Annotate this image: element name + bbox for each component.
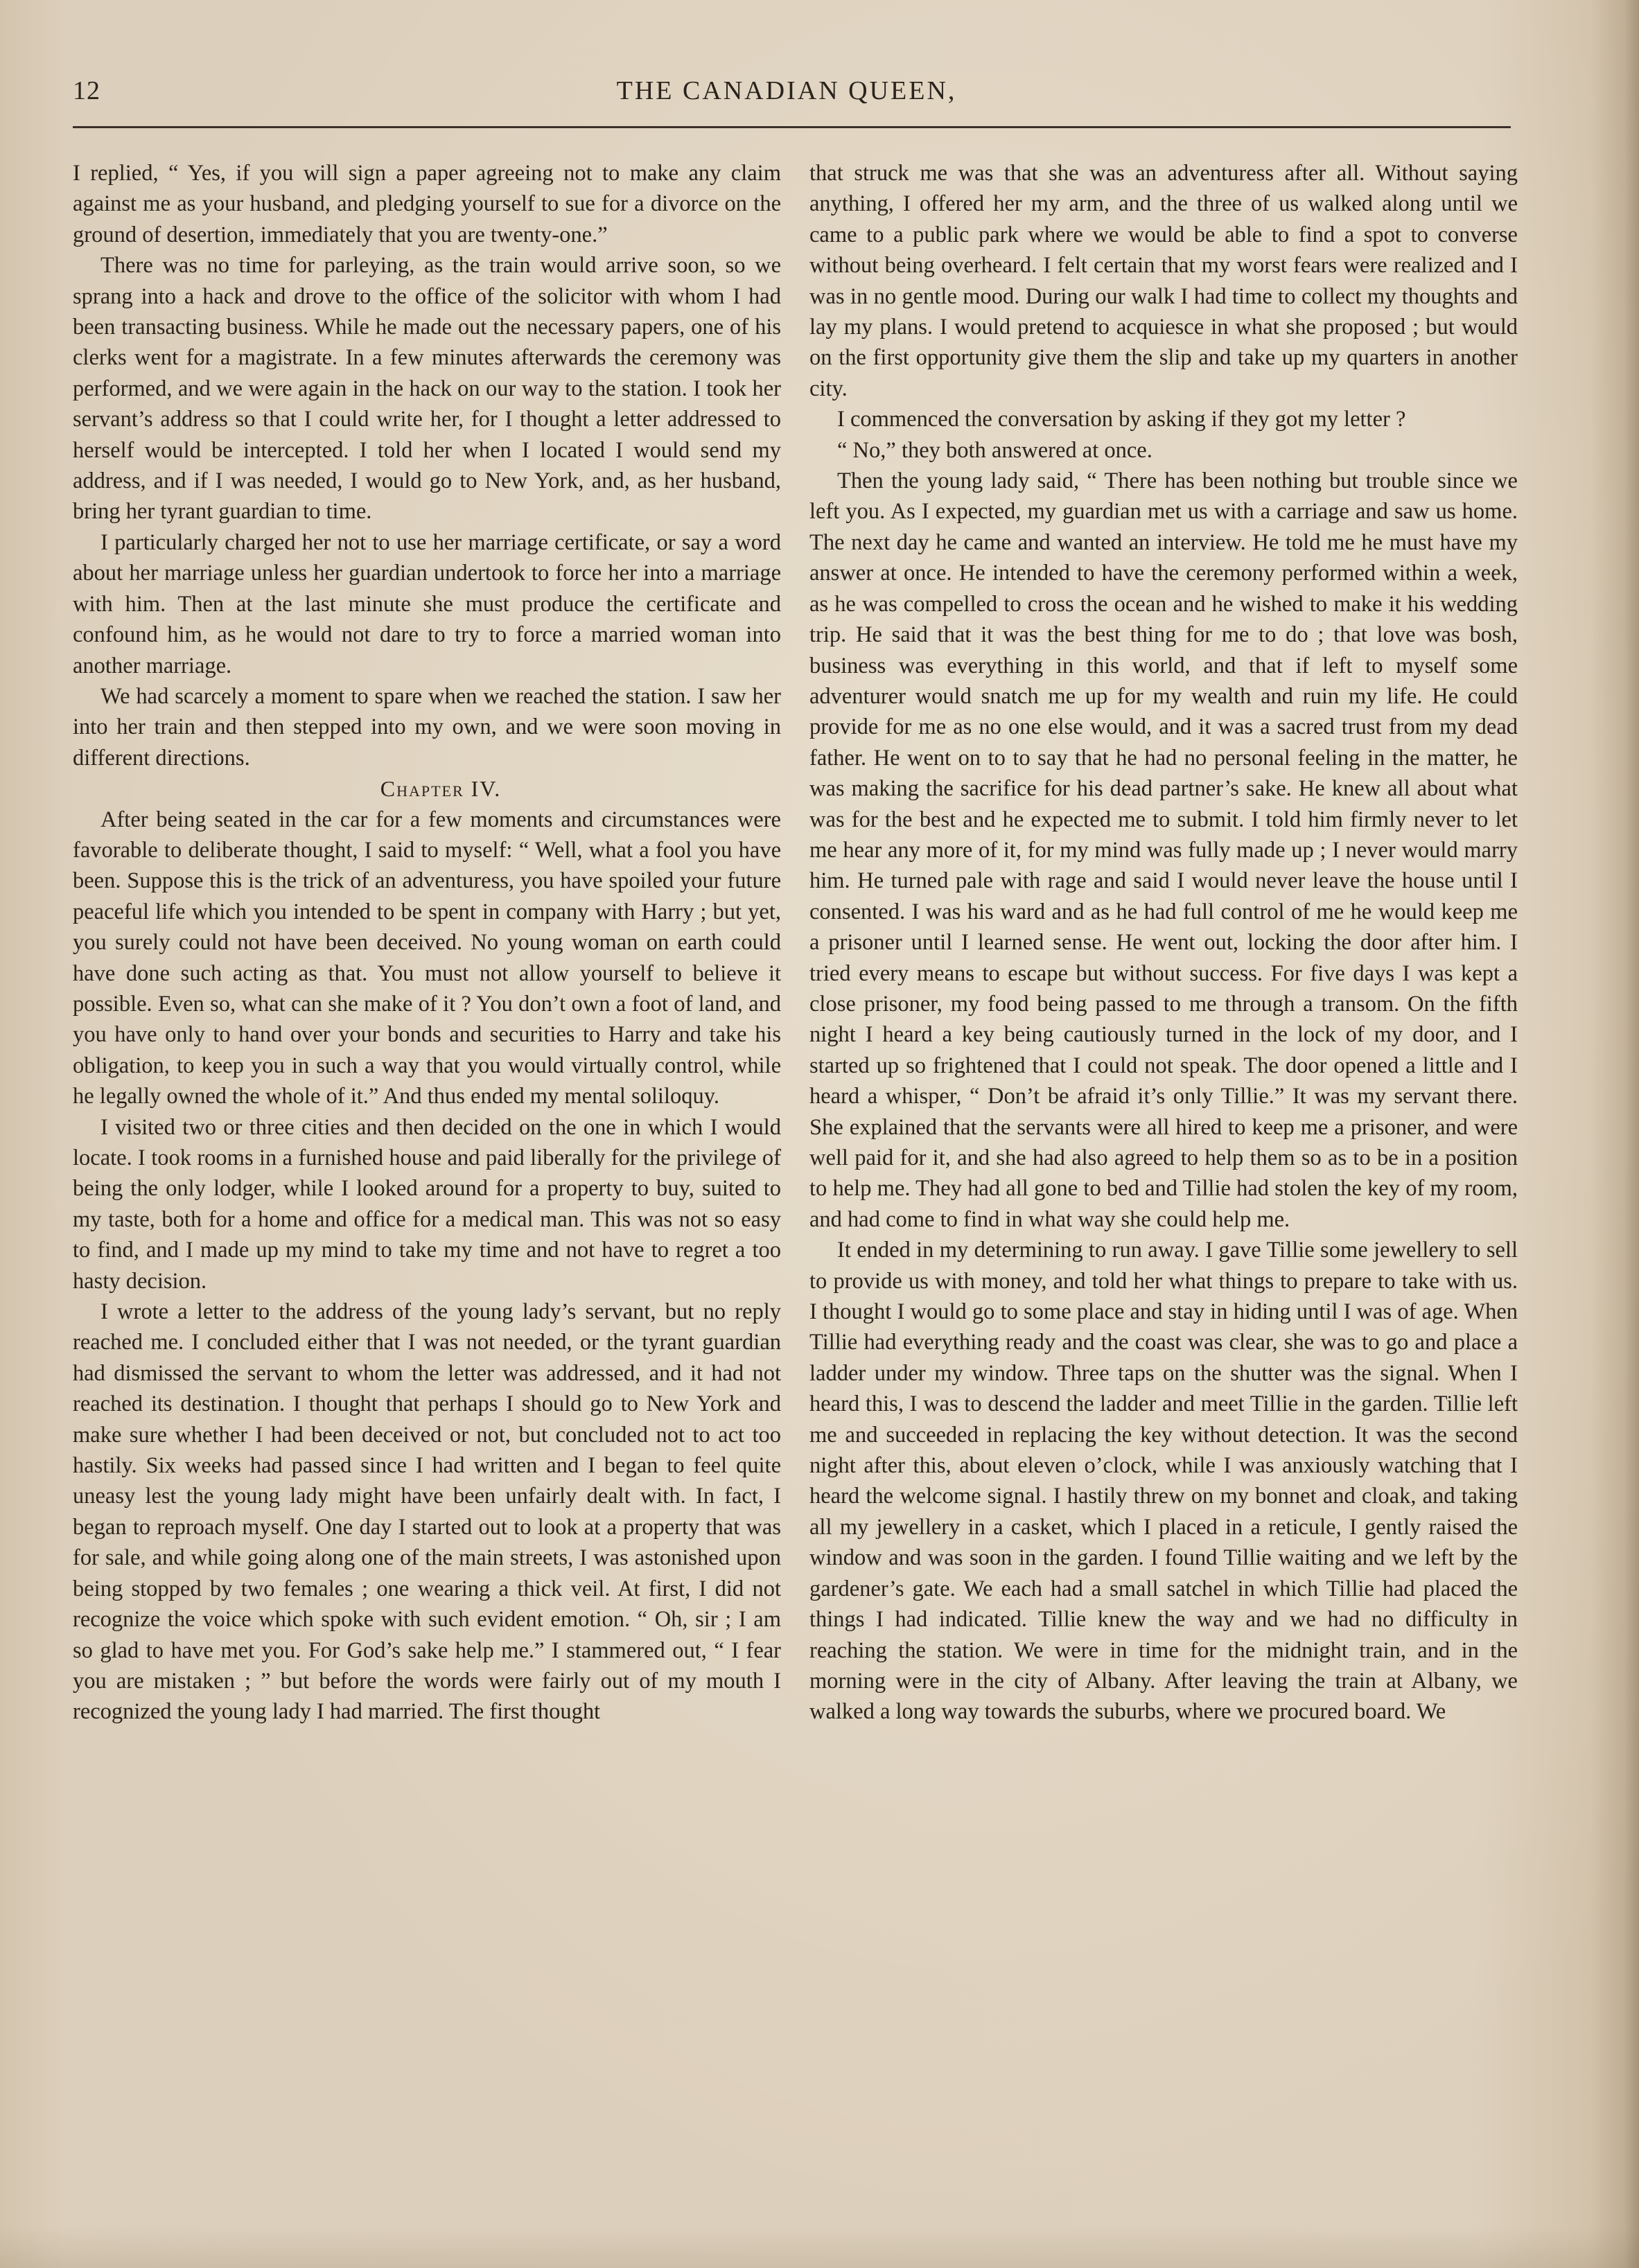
paragraph: “ No,” they both answered at once. xyxy=(837,437,1152,463)
left-column xyxy=(73,158,781,1728)
header-rule xyxy=(73,126,1511,128)
paragraph: I replied, “ Yes, if you will sign a paper agreeing not to make any claim against me as your husband, and pledging yourself to sue for a divorce on the ground of desertion, immediately that you are twenty-one.” xyxy=(73,161,781,247)
right-column xyxy=(809,158,1518,1728)
paragraph: I visited two or three cities and then decided on the one in which I would locate. I took rooms in a furnished house and paid liberally for the privilege of being the only lodger, while I looked around for a property to buy, suited to my taste, both for a home and office for a medical man. This was not so easy to find, and I made up my mind to take my time and not have to regret a too hasty decision. xyxy=(73,1114,781,1294)
chapter-heading: Chapter IV. xyxy=(380,776,502,802)
paragraph: that struck me was that she was an adventuress after all. Without saying anything, I offered her my arm, and the three of us walked along until we came to a public park where we would be able to find a spot to converse without being overheard. I felt certain that my worst fears were realized and I was in no gentle mood. During our walk I had time to collect my thoughts and lay my plans. I would pretend to acquiesce in what she proposed ; but would on the first opportunity give them the slip and take up my quarters in another city. xyxy=(809,161,1518,401)
paragraph: I commenced the conversation by asking if they got my letter ? xyxy=(837,407,1406,432)
page-header xyxy=(73,73,1500,114)
running-head: THE CANADIAN QUEEN, xyxy=(616,76,957,105)
paragraph: Then the young lady said, “ There has been nothing but trouble since we left you. As I expected, my guardian met us with a carriage and saw us home. The next day he came and wanted an interview. He told me he must have my answer at once. He intended to have the ceremony performed within a week, as he was compelled to cross the ocean and he wished to make it his wedding trip. He said that it was the best thing for me to do ; that love was bosh, business was everything in this world, and that if left to myself some adventurer would snatch me up for my wealth and ruin my life. He could provide for me as no one else would, and it was a sacred trust from my dead father. He went on to to say that he had no personal feeling in the matter, he was making the sacrifice for his dead partner’s sake. He knew all about what was for the best and he expected me to submit. I told him firmly never to let me hear any more of it, for my mind was fully made up ; I never would marry him. He turned pale with rage and said I would never leave the house until I consented. I was his ward and as he had full control of me he would keep me a prisoner until I learned sense. He went out, locking the door after him. I tried every means to escape but without success. For five days I was kept a close prisoner, my food being passed to me through a transom. On the fifth night I heard a key being cautiously turned in the lock of my door, and I started up so frightened that I could not speak. The door opened a little and I heard a whisper, “ Don’t be afraid it’s only Tillie.” It was my servant there. She explained that the servants were all hired to keep me a prisoner, and were well paid for it, and she had also agreed to help them so as to be in a position to help me. They had all gone to bed and Tillie had stolen the key of my room, and had come to find in what way she could help me. xyxy=(809,468,1518,1232)
paragraph: I wrote a letter to the address of the young lady’s servant, but no reply reached me. I concluded either that I was not needed, or the tyrant guardian had dismissed the servant to whom the letter was addressed, and it had not reached its destination. I thought that perhaps I should go to New York and make sure whether I had been deceived or not, but concluded not to act too hastily. Six weeks had passed since I had written and I began to feel quite uneasy lest the young lady might have been unfairly dealt with. In fact, I began to reproach myself. One day I started out to look at a property that was for sale, and while going along one of the main streets, I was astonished upon being stopped by two females ; one wearing a thick veil. At first, I did not recognize the voice which spoke with such evident emotion. “ Oh, sir ; I am so glad to have met you. For God’s sake help me.” I stammered out, “ I fear you are mistaken ; ” but before the words were fairly out of my mouth I recognized the young lady I had married. The first thought xyxy=(73,1299,781,1725)
page-edge-wear xyxy=(1590,0,1639,2268)
paragraph: It ended in my determining to run away. I gave Tillie some jewellery to sell to provide us with money, and told her what things to prepare to take with us. I thought I would go to some place and stay in hiding until I was of age. When Tillie had everything ready and the coast was clear, she was to go and place a ladder under my window. Three taps on the shutter was the signal. When I heard this, I was to descend the ladder and meet Tillie in the garden. Tillie left me and succeeded in replacing the key without detection. It was the second night after this, about eleven o’clock, while I was anxiously watching that I heard the welcome signal. I hastily threw on my bonnet and cloak, and taking all my jewellery in a casket, which I placed in a reticule, I gently raised the window and was soon in the garden. I found Tillie waiting and we left by the gardener’s gate. We each had a small satchel in which Tillie had placed the things I had indicated. Tillie knew the way and we had no difficulty in reaching the station. We were in time for the midnight train, and in the morning were in the city of Albany. After leaving the train at Albany, we walked a long way towards the suburbs, where we procured board. We xyxy=(809,1238,1518,1725)
paragraph: We had scarcely a moment to spare when we reached the station. I saw her into her train and then stepped into my own, and we were soon moving in different directions. xyxy=(73,683,781,771)
paragraph: I particularly charged her not to use her marriage certificate, or say a word about her marriage unless her guardian undertook to force her into a marriage with him. Then at the last minute she must produce the certificate and confound him, as he would not dare to try to force a married woman into another marriage. xyxy=(73,529,781,678)
paragraph: After being seated in the car for a few moments and circumstances were favorable to deliberate thought, I said to myself: “ Well, what a fool you have been. Suppose this is the trick of an adventuress, you have spoiled your future peaceful life which you intended to be spent in company with Harry ; but yet, you surely could not have been deceived. No young woman on earth could have done such acting as that. You must not allow yourself to believe it possible. Even so, what can she make of it ? You don’t own a foot of land, and you have only to hand over your bonds and securities to Harry and take his obligation, to keep you in such a way that you would virtually control, while he legally owned the whole of it.” And thus ended my mental soliloquy. xyxy=(73,807,781,1109)
paragraph: There was no time for parleying, as the train would arrive soon, so we sprang into a hack and drove to the office of the solicitor with whom I had been transacting business. While he made out the necessary papers, one of his clerks went for a magistrate. In a few minutes afterwards the ceremony was performed, and we were again in the hack on our way to the station. I took her servant’s address so that I could write her, for I thought a letter addressed to herself would be intercepted. I told her when I located I would send my address, and if I was needed, I would go to New York, and, as her husband, bring her tyrant guardian to time. xyxy=(73,253,781,525)
page-bottom-wear xyxy=(0,2226,1639,2268)
page-number: 12 xyxy=(73,76,100,105)
